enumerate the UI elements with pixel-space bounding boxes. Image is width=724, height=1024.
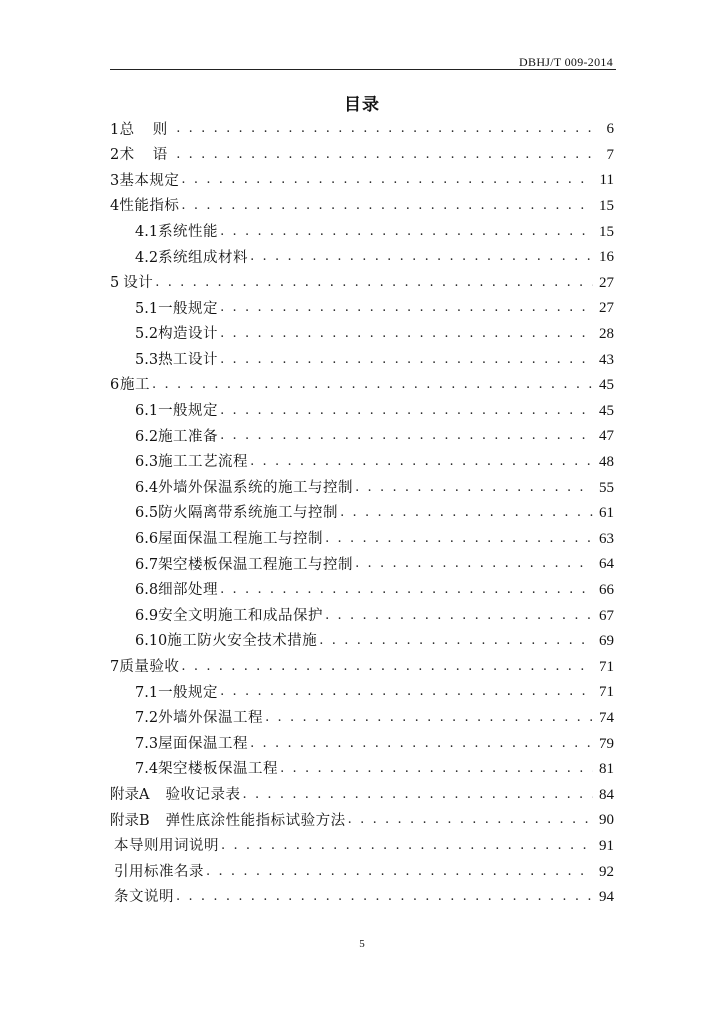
toc-dot-leader [242,788,593,801]
toc-entry[interactable] [0,782,724,808]
toc-entry-number: 1 [110,121,120,138]
toc-entry[interactable] [0,117,724,143]
toc-entry-page: 15 [599,198,614,215]
table-of-contents [0,117,724,910]
toc-entry-page: 7 [606,146,614,163]
toc-entry-line [135,250,614,265]
toc-entry-number: 7.2 [135,710,159,727]
toc-dot-leader [220,583,593,596]
toc-entry-title: 一般规定 [158,403,219,420]
toc-dot-leader [348,813,593,826]
toc-entry-title: 条文说明 [114,889,174,906]
toc-dot-leader [221,839,593,852]
toc-entry-page: 94 [599,889,614,906]
toc-entry-number: 2 [110,147,120,164]
toc-entry-page: 71 [599,684,614,701]
toc-entry-page: 74 [599,709,614,726]
toc-entry-line [135,225,614,240]
toc-entry[interactable] [0,143,724,169]
toc-entry[interactable] [0,834,724,860]
toc-dot-leader [355,557,593,570]
toc-dot-leader [220,327,593,340]
toc-entry-page: 47 [599,428,614,445]
toc-entry-line [110,276,614,291]
toc-entry-title: 屋面保温工程施工与控制 [158,531,324,548]
toc-entry-line [135,762,614,777]
toc-entry-page: 27 [599,300,614,317]
toc-dot-leader [181,173,593,186]
toc-entry[interactable] [0,808,724,834]
toc-entry-title: 屋面保温工程 [158,735,249,752]
toc-entry-number: 4 [110,198,120,215]
toc-entry-page: 43 [599,351,614,368]
toc-dot-leader [355,481,593,494]
toc-entry-page: 92 [599,863,614,880]
toc-dot-leader [325,532,593,545]
toc-entry-title: 设计 [123,275,154,292]
toc-entry-line [135,353,614,368]
toc-entry-page: 45 [599,377,614,394]
toc-entry-title: 防火隔离带系统施工与控制 [158,505,339,522]
toc-entry-number: 5 [110,275,120,292]
toc-dot-leader [220,301,593,314]
toc-dot-leader [220,429,593,442]
toc-entry-title: 外墙外保温工程 [158,710,264,727]
toc-entry-title: 系统组成材料 [158,249,249,266]
toc-entry-number: 5.3 [135,351,159,368]
toc-entry-title: 架空楼板保温工程施工与控制 [158,556,354,573]
toc-entry-page: 48 [599,454,614,471]
toc-entry-title: 安全文明施工和成品保护 [158,607,324,624]
toc-dot-leader [152,378,593,391]
toc-entry[interactable] [0,501,724,527]
toc-entry-page: 64 [599,556,614,573]
toc-entry-page: 90 [599,812,614,829]
toc-entry-page: 66 [599,581,614,598]
toc-dot-leader [250,250,593,263]
toc-entry-title: 外墙外保温系统的施工与控制 [158,479,354,496]
toc-entry[interactable] [0,450,724,476]
toc-entry-number: 6.3 [135,454,159,471]
toc-entry-line [110,839,614,854]
toc-dot-leader [220,225,593,238]
toc-dot-leader [176,122,598,135]
toc-entry-title: 性能指标 [119,198,180,215]
toc-dot-leader [265,711,593,724]
toc-entry[interactable] [0,731,724,757]
toc-entry-line [135,634,614,649]
toc-entry[interactable] [0,347,724,373]
toc-entry-title: 构造设计 [158,326,219,343]
toc-entry-line [135,737,614,752]
toc-entry-number: 6.5 [135,505,159,522]
toc-entry[interactable] [0,271,724,297]
toc-entry-number: 5.1 [135,300,159,317]
toc-entry-page: 15 [599,223,614,240]
toc-dot-leader [181,660,593,673]
toc-entry[interactable] [0,475,724,501]
toc-dot-leader [220,353,593,366]
toc-entry-page: 11 [599,172,614,189]
toc-entry-line [135,506,614,521]
toc-entry-line [135,685,614,700]
toc-entry[interactable] [0,399,724,425]
toc-entry[interactable] [0,706,724,732]
toc-entry-number: 7.1 [135,684,159,701]
toc-dot-leader [181,199,593,212]
toc-entry-number: 6.9 [135,607,159,624]
toc-entry-title: 本导则用词说明 [114,838,219,855]
toc-entry-number: 7.3 [135,735,159,752]
toc-entry-line [135,711,614,726]
toc-entry-line [110,865,614,880]
toc-dot-leader [176,890,593,903]
toc-entry-line [110,788,614,803]
toc-entry-title: 总 则 [119,121,175,138]
toc-dot-leader [280,762,593,775]
toc-title: 目录 [344,95,380,115]
toc-entry-number: 6 [110,377,120,394]
header-rule [110,69,616,70]
toc-entry-page: 28 [599,326,614,343]
toc-entry-title: 一般规定 [158,300,219,317]
toc-entry-line [110,173,614,188]
toc-entry-number: 6.7 [135,556,159,573]
toc-entry[interactable] [0,603,724,629]
toc-entry-line [135,455,614,470]
toc-entry-title: 一般规定 [158,684,219,701]
document-code: DBHJ/T 009-2014 [519,55,613,69]
toc-entry-number: 5.2 [135,326,159,343]
toc-entry-number: 7.4 [135,761,159,778]
toc-dot-leader [325,609,593,622]
toc-entry-number: 7 [110,659,120,676]
toc-dot-leader [340,506,593,519]
toc-entry-line [135,532,614,547]
toc-entry-page: 67 [599,607,614,624]
toc-entry[interactable] [0,245,724,271]
toc-dot-leader [250,455,593,468]
toc-entry-title: 施工防火安全技术措施 [167,633,318,650]
toc-entry-line [110,813,614,828]
toc-entry-title: 质量验收 [119,659,180,676]
toc-entry-line [135,301,614,316]
toc-dot-leader [319,634,593,647]
toc-entry-line [135,429,614,444]
toc-entry-line [110,660,614,675]
toc-entry-title: 基本规定 [119,172,180,189]
toc-entry-line [110,148,614,163]
toc-entry[interactable] [0,424,724,450]
toc-entry-page: 79 [599,735,614,752]
toc-dot-leader [250,737,593,750]
toc-entry[interactable] [0,296,724,322]
toc-entry-title: 架空楼板保温工程 [158,761,279,778]
toc-entry[interactable] [0,168,724,194]
toc-entry-title: 验收记录表 [165,786,241,803]
toc-entry-line [135,327,614,342]
toc-entry-page: 45 [599,402,614,419]
toc-entry-number: 附录B [110,812,150,829]
toc-entry[interactable] [0,654,724,680]
toc-entry-title: 施工 [120,377,151,394]
toc-entry-line [135,404,614,419]
toc-entry[interactable] [0,373,724,399]
toc-entry-title: 系统性能 [158,223,219,240]
toc-entry-page: 61 [599,505,614,522]
toc-entry[interactable] [0,219,724,245]
toc-entry[interactable] [0,194,724,220]
toc-entry-line [135,583,614,598]
toc-entry[interactable] [0,680,724,706]
toc-entry-line [110,890,614,905]
toc-entry-title: 施工工艺流程 [158,454,249,471]
toc-entry-title: 细部处理 [158,582,219,599]
toc-entry-number: 6.8 [135,582,159,599]
toc-entry[interactable] [0,322,724,348]
toc-entry-number: 6.10 [135,633,168,650]
toc-entry-number: 附录A [110,786,150,803]
toc-entry-page: 6 [606,121,614,138]
toc-entry-line [110,122,614,137]
toc-entry-page: 81 [599,761,614,778]
toc-dot-leader [206,865,593,878]
toc-dot-leader [176,148,598,161]
page-number: 5 [359,938,365,950]
toc-entry-title: 弹性底涂性能指标试验方法 [165,812,346,829]
toc-entry-page: 69 [599,633,614,650]
toc-dot-leader [220,404,593,417]
toc-entry-line [135,557,614,572]
toc-entry-number: 6.1 [135,403,159,420]
toc-entry[interactable] [0,757,724,783]
toc-entry-title: 热工设计 [158,351,219,368]
toc-entry-line [110,199,614,214]
toc-entry-line [135,481,614,496]
toc-entry-number: 6.6 [135,531,159,548]
toc-entry-page: 71 [599,658,614,675]
toc-entry-line [135,609,614,624]
toc-entry[interactable] [0,885,724,911]
toc-entry-line [110,378,614,393]
toc-dot-leader [155,276,593,289]
toc-entry-title: 术 语 [119,147,175,164]
toc-entry-page: 55 [599,479,614,496]
toc-entry-number: 4.2 [135,249,159,266]
toc-entry-number: 6.2 [135,428,159,445]
toc-entry[interactable] [0,859,724,885]
toc-entry[interactable] [0,552,724,578]
toc-entry-title: 施工准备 [158,428,219,445]
toc-entry-page: 84 [599,786,614,803]
toc-entry-page: 16 [599,249,614,266]
toc-entry-page: 63 [599,530,614,547]
toc-entry-number: 3 [110,172,120,189]
toc-entry-number: 6.4 [135,479,159,496]
toc-entry-page: 91 [599,837,614,854]
toc-entry-number: 4.1 [135,223,159,240]
toc-entry-page: 27 [599,274,614,291]
toc-entry[interactable] [0,578,724,604]
toc-entry[interactable] [0,527,724,553]
toc-entry[interactable] [0,629,724,655]
toc-dot-leader [220,685,593,698]
toc-entry-title: 引用标准名录 [114,863,204,880]
